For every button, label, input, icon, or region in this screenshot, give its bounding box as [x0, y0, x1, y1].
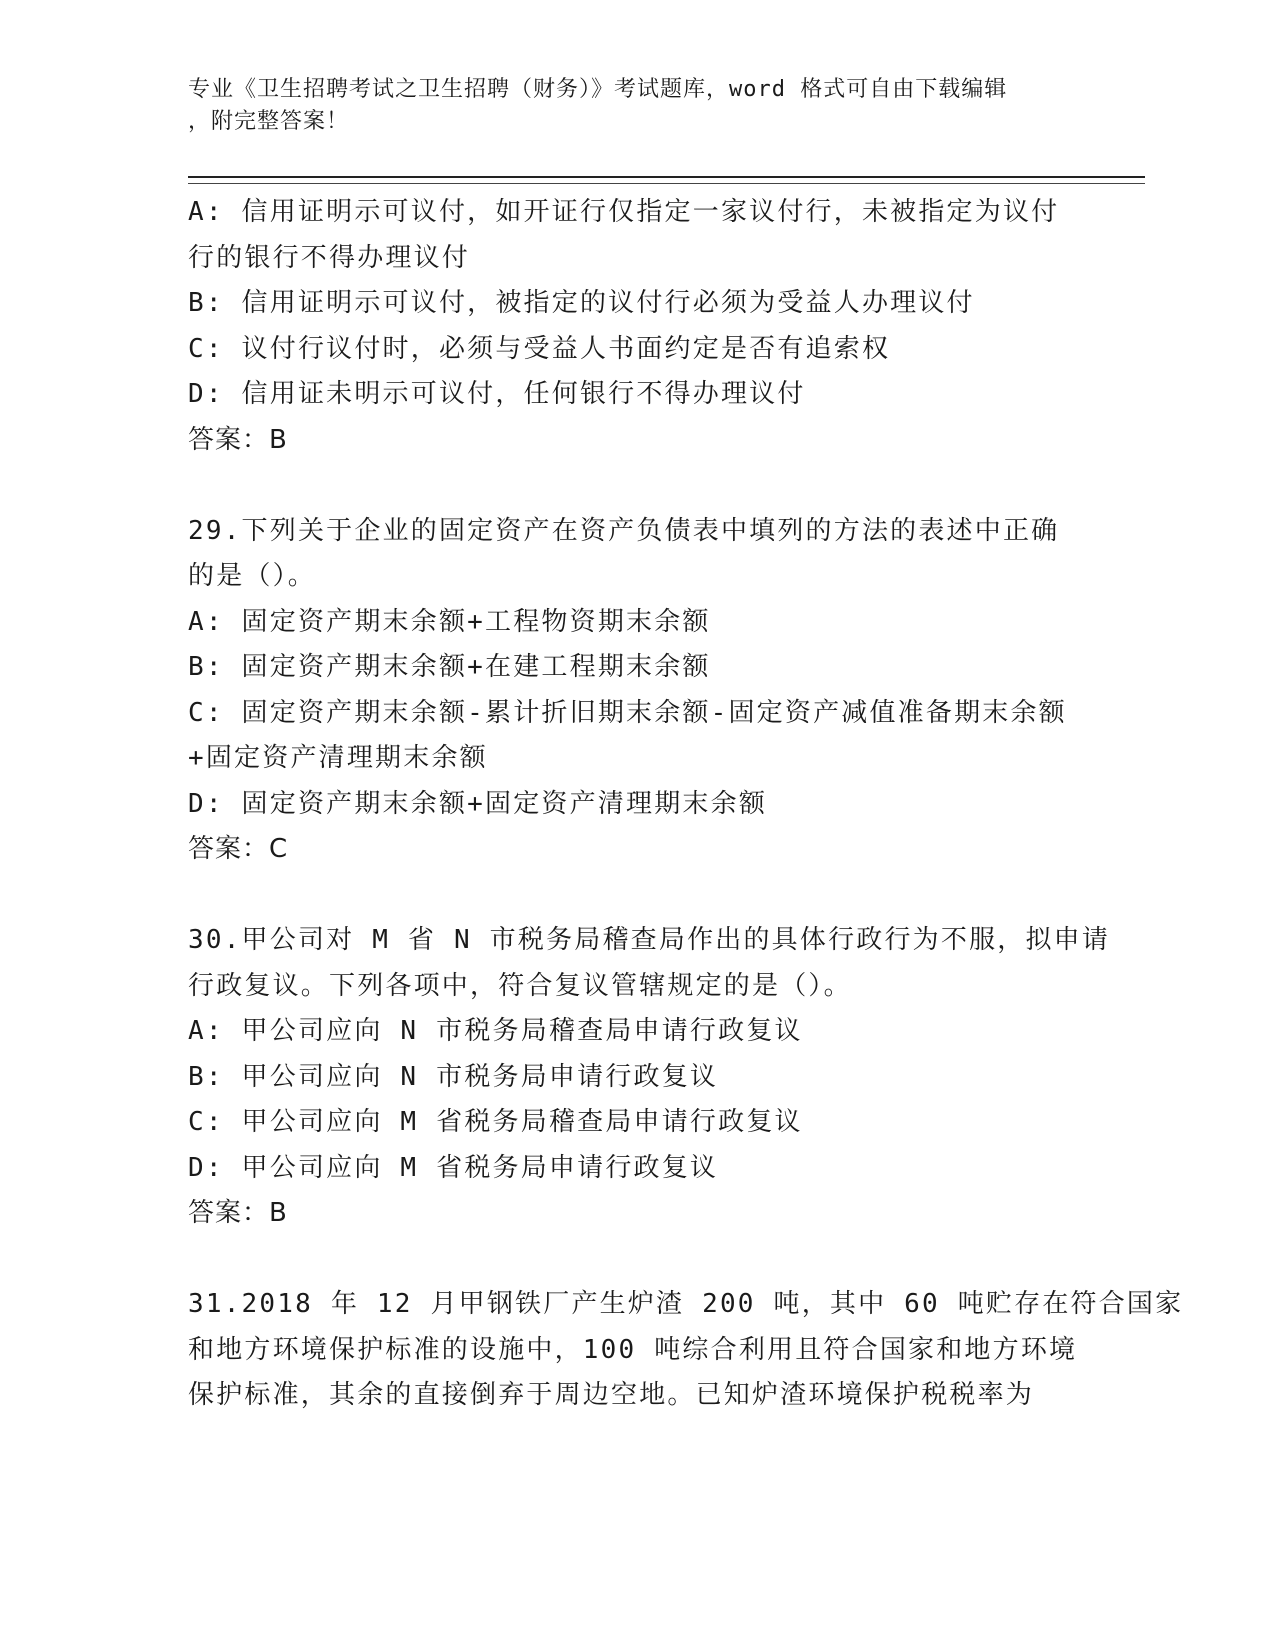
q29-stem-line-1: 29.下列关于企业的固定资产在资产负债表中填列的方法的表述中正确 — [188, 515, 1060, 546]
q31-stem-line-1: 31.2018 年 12 月甲钢铁厂产生炉渣 200 吨，其中 60 吨贮存在符合国家 — [188, 1289, 1184, 1319]
header-line-1: 专业《卫生招聘考试之卫生招聘（财务）》考试题库，word 格式可自由下载编辑 — [188, 77, 1008, 102]
q29-option-c-line-1: C: 固定资产期末余额-累计折旧期末余额-固定资产减值准备期末余额 — [188, 697, 1067, 728]
question-spacer — [188, 463, 1088, 509]
q28-option-b: B: 信用证明示可议付，被指定的议付行必须为受益人办理议付 — [188, 288, 975, 318]
header-divider-thick — [188, 176, 1145, 178]
q28-option-d: D: 信用证未明示可议付，任何银行不得办理议付 — [188, 379, 806, 409]
q29-option-c-line-2: +固定资产清理期末余额 — [188, 743, 488, 773]
q28-option-a-line-2: 行的银行不得办理议付 — [188, 242, 471, 273]
q29-option-d: D: 固定资产期末余额+固定资产清理期末余额 — [188, 788, 768, 819]
q30-option-a: A: 甲公司应向 N 市税务局稽查局申请行政复议 — [188, 1016, 803, 1046]
q29-option-a: A: 固定资产期末余额+工程物资期末余额 — [188, 606, 711, 637]
q29-option-b: B: 固定资产期末余额+在建工程期末余额 — [188, 652, 711, 682]
q30-stem-line-2: 行政复议。下列各项中，符合复议管辖规定的是（）。 — [188, 970, 852, 1001]
question-29 — [188, 509, 1088, 873]
question-28 — [188, 190, 1088, 463]
q28-option-c: C: 议付行议付时，必须与受益人书面约定是否有追索权 — [188, 333, 891, 364]
header-divider-thin — [188, 183, 1145, 184]
q30-answer: 答案：B — [188, 1198, 288, 1228]
question-30 — [188, 918, 1111, 1237]
q30-stem-line-1: 30.甲公司对 M 省 N 市税务局稽查局作出的具体行政行为不服，拟申请 — [188, 925, 1111, 955]
header-line-2: ，附完整答案！ — [188, 109, 350, 134]
q29-answer: 答案：C — [188, 834, 289, 864]
q30-option-c: C: 甲公司应向 M 省税务局稽查局申请行政复议 — [188, 1107, 803, 1137]
document-header — [188, 74, 1088, 138]
question-spacer — [188, 873, 1088, 919]
q30-option-b: B: 甲公司应向 N 市税务局申请行政复议 — [188, 1061, 719, 1092]
question-spacer — [188, 1237, 1088, 1283]
document-body — [188, 190, 1184, 1419]
q29-stem-line-2: 的是（）。 — [188, 561, 317, 591]
q30-option-d: D: 甲公司应向 M 省税务局申请行政复议 — [188, 1152, 719, 1183]
q28-option-a-line-1: A: 信用证明示可议付，如开证行仅指定一家议付行，未被指定为议付 — [188, 197, 1060, 227]
q28-answer: 答案：B — [188, 424, 288, 455]
q31-stem-line-3: 保护标准，其余的直接倒弃于周边空地。已知炉渣环境保护税税率为 — [188, 1380, 1035, 1410]
q31-stem-line-2: 和地方环境保护标准的设施中，100 吨综合利用且符合国家和地方环境 — [188, 1334, 1078, 1365]
question-31 — [188, 1282, 1184, 1419]
